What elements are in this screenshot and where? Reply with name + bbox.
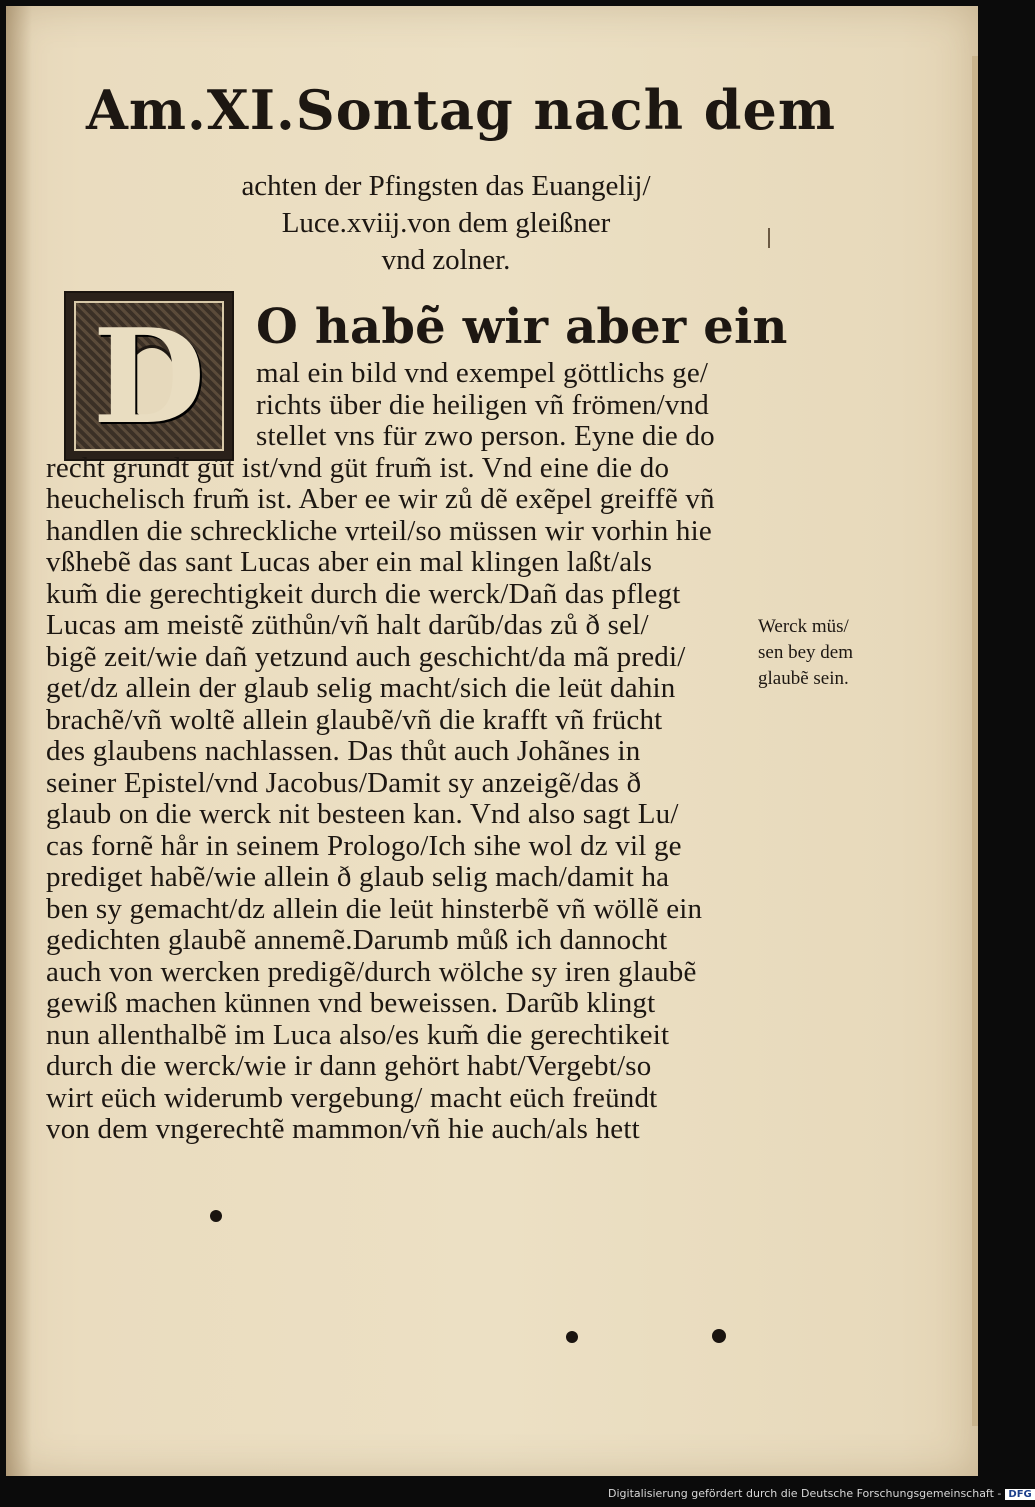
margin-note (758, 614, 888, 692)
body-text (46, 296, 788, 1146)
body-line: brachẽ/vñ woltẽ allein glaubẽ/vñ die krafft vñ frücht (46, 703, 663, 736)
body-line: recht grundt güt ist/vnd güt frum̃ ist. Vnd eine die do (46, 451, 670, 484)
body-line: vßhebẽ das sant Lucas aber ein mal klingen laßt/als (46, 546, 653, 578)
body-line: ben sy gemacht/dz allein die leüt hinsterbẽ vñ wöllẽ ein (46, 892, 703, 925)
body-line: gedichten glaubẽ annemẽ.Darumb můß ich dannocht (46, 924, 668, 956)
ink-dot (712, 1329, 726, 1343)
body-line: wirt eüch widerumb vergebung/ macht eüch freündt (46, 1081, 658, 1114)
credit-text: Digitalisierung gefördert durch die Deutsche Forschungsgemeinschaft - (608, 1487, 1002, 1500)
body-line: durch die werck/wie ir dann gehört habt/Vergebt/so (46, 1050, 652, 1082)
body-line: glaub on die werck nit besteen kan. Vnd also sagt Lu/ (46, 798, 679, 830)
heading-subtitle (166, 168, 726, 279)
book-page (6, 6, 978, 1476)
body-line: von dem vngerechtẽ mammon/vñ hie auch/als hett (46, 1113, 640, 1145)
subtitle-line: achten der Pfingsten das Euangelij/ (241, 170, 651, 202)
page-text (6, 6, 978, 1476)
body-line: cas fornẽ hår in seinem Prologo/Ich sihe wol dz vil ge (46, 829, 682, 862)
body-line: gewiß machen künnen vnd beweissen. Darũb klingt (46, 987, 656, 1019)
body-line: heuchelisch frum̃ ist. Aber ee wir zů dẽ exẽpel greiffẽ vñ (46, 483, 715, 515)
body-line: auch von wercken predigẽ/durch wölche sy iren glaubẽ (46, 955, 697, 988)
initial-letter: D (92, 299, 206, 453)
body-first-line: O habẽ wir aber ein (256, 299, 788, 355)
subtitle-line: Luce.xviij.von dem gleißner (281, 207, 611, 239)
dfg-logo-icon: DFG (1005, 1489, 1034, 1500)
body-line: mal ein bild vnd exempel göttlichs ge/ (256, 357, 709, 389)
body-line: nun allenthalbẽ im Luca also/es kum̃ die gerechtikeit (46, 1018, 670, 1051)
body-line: stellet vns für zwo person. Eyne die do (256, 420, 715, 452)
margin-note-line: sen bey dem (758, 642, 853, 663)
body-line: prediget habẽ/wie allein ð glaub selig mach/damit ha (46, 861, 670, 893)
body-line: richts über die heiligen vñ frömen/vnd (256, 388, 709, 421)
body-line: get/dz allein der glaub selig macht/sich die leüt dahin (46, 672, 676, 704)
body-line: Lucas am meistẽ züthůn/vñ halt darũb/das zů ð sel/ (46, 609, 649, 641)
body-line: bigẽ zeit/wie dañ yetzund auch geschicht/da mã predi/ (46, 640, 686, 673)
ink-dot (566, 1331, 578, 1343)
digitization-credit (608, 1487, 1035, 1500)
body-line: handlen die schreckliche vrteil/so müssen wir vorhin hie (46, 514, 712, 547)
body-line: seiner Epistel/vnd Jacobus/Damit sy anzeigẽ/das ð (46, 766, 642, 799)
body-line: des glaubens nachlassen. Das thůt auch Johãnes in (46, 735, 641, 767)
margin-note-line: Werck müs/ (758, 616, 849, 637)
heading-title: Am.XI.Sontag nach dem (86, 78, 836, 142)
ink-dot (210, 1210, 222, 1222)
subtitle-line: vnd zolner. (381, 244, 511, 276)
margin-tick (768, 228, 770, 248)
margin-note-line: glaubẽ sein. (758, 668, 849, 689)
body-line: kum̃ die gerechtigkeit durch die werck/Dañ das pflegt (46, 577, 681, 610)
